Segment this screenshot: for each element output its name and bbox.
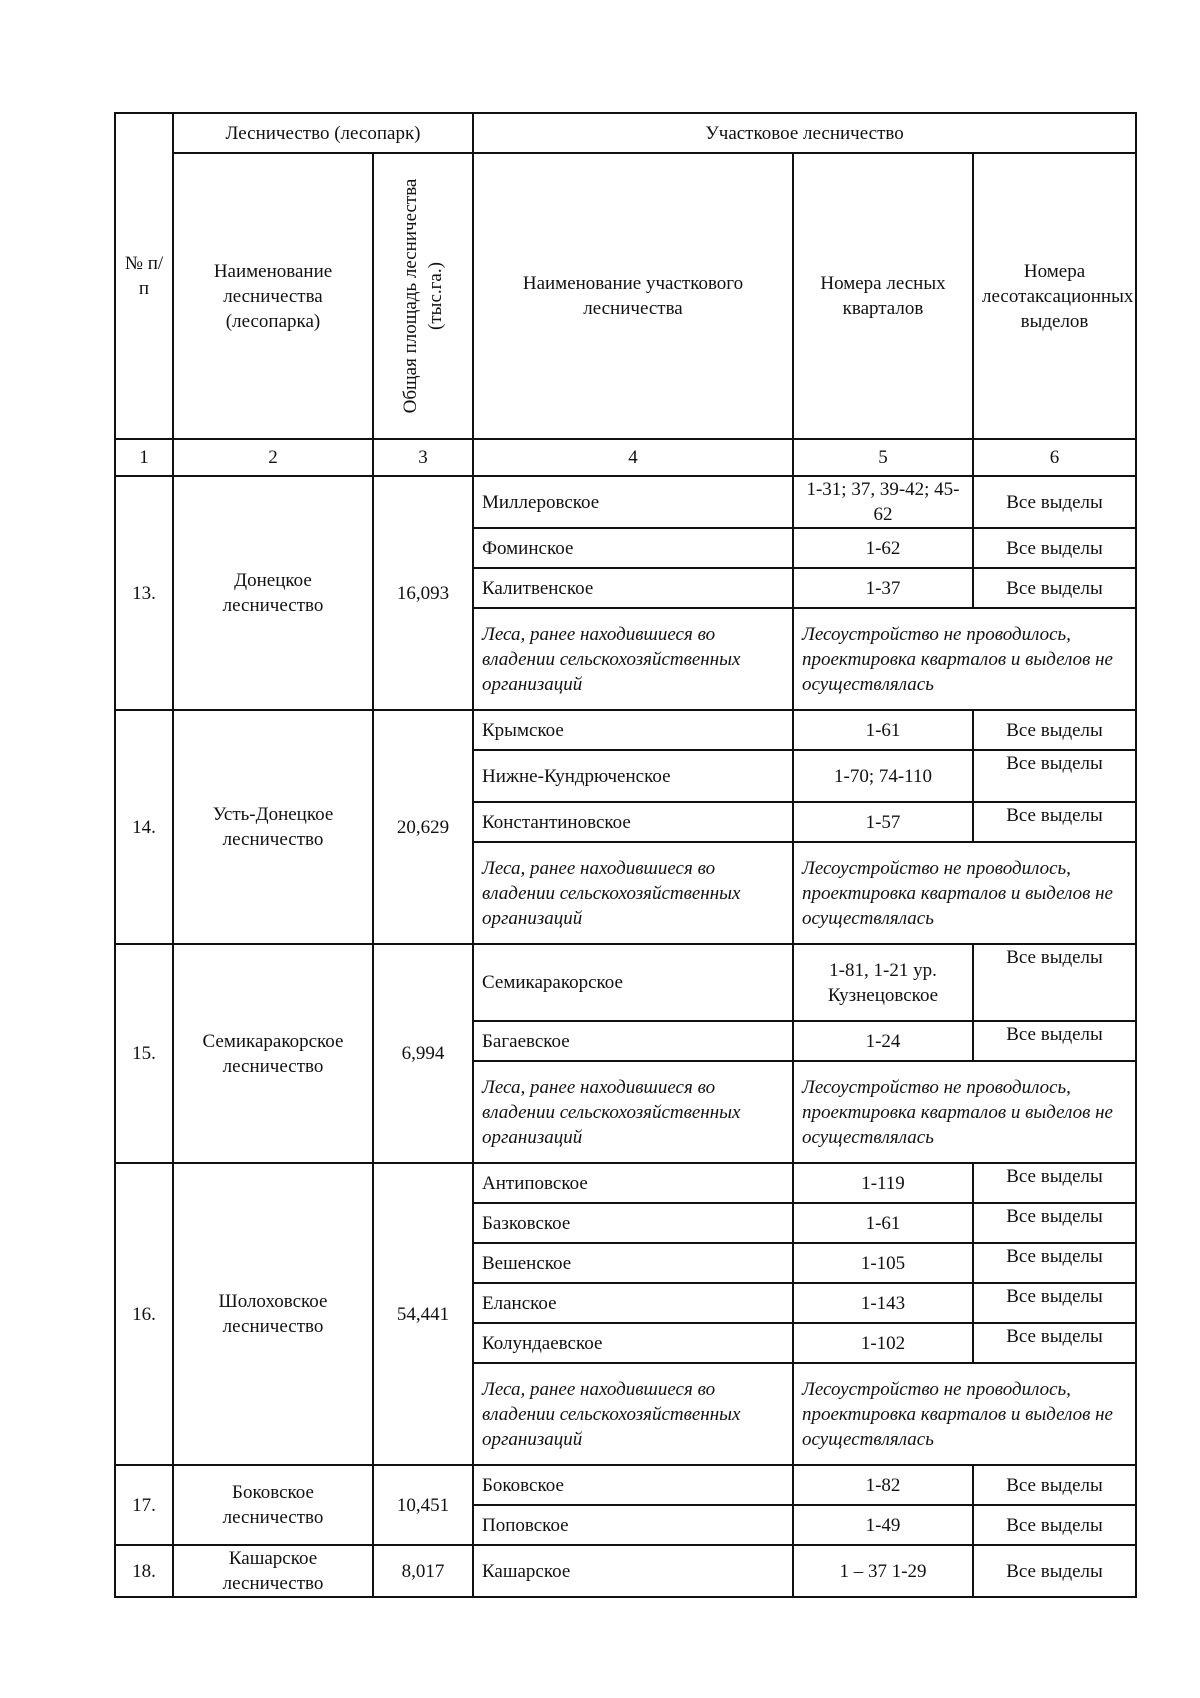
forestry-area: 8,017 [373, 1545, 473, 1597]
header-forestry-name: Наименование лесничества (лесопарка) [173, 153, 373, 439]
plots-cell: Все выделы [973, 1465, 1136, 1505]
forestry-area: 6,994 [373, 944, 473, 1163]
quarters-cell: 1-37 [793, 568, 973, 608]
plots-cell: Все выделы [973, 1545, 1136, 1597]
plots-cell: Все выделы [973, 750, 1136, 802]
district-name: Боковское [473, 1465, 793, 1505]
district-name: Антиповское [473, 1163, 793, 1203]
plots-cell: Все выделы [973, 1323, 1136, 1363]
header-quarters: Номера лесных кварталов [793, 153, 973, 439]
district-name: Константиновское [473, 802, 793, 842]
district-name: Семикаракорское [473, 944, 793, 1021]
district-name: Еланское [473, 1283, 793, 1323]
quarters-cell: 1-105 [793, 1243, 973, 1283]
plots-cell: Все выделы [973, 528, 1136, 568]
quarters-cell: 1-102 [793, 1323, 973, 1363]
forestry-area: 54,441 [373, 1163, 473, 1465]
table-row [115, 1163, 1136, 1203]
former-forests-note: Леса, ранее находившиеся во владении сельскохозяйственных организаций [473, 608, 793, 710]
forestry-name: Семикаракорское лесничество [173, 944, 373, 1163]
quarters-cell: 1-119 [793, 1163, 973, 1203]
quarters-cell: 1-81, 1-21 ур. Кузнецовское [793, 944, 973, 1021]
col-number-4: 4 [473, 439, 793, 476]
col-number-5: 5 [793, 439, 973, 476]
group-number: 15. [115, 944, 173, 1163]
quarters-cell: 1-61 [793, 1203, 973, 1243]
plots-cell: Все выделы [973, 1505, 1136, 1545]
not-surveyed-note: Лесоустройство не проводилось, проектировка кварталов и выделов не осуществлялась [793, 1363, 1136, 1465]
district-name: Миллеровское [473, 476, 793, 528]
quarters-cell: 1-62 [793, 528, 973, 568]
group-number: 16. [115, 1163, 173, 1465]
district-name: Колундаевское [473, 1323, 793, 1363]
plots-cell: Все выделы [973, 944, 1136, 1021]
quarters-cell: 1-70; 74-110 [793, 750, 973, 802]
district-name: Багаевское [473, 1021, 793, 1061]
forestry-name: Кашарское лесничество [173, 1545, 373, 1597]
plots-cell: Все выделы [973, 710, 1136, 750]
forestry-name: Боковское лесничество [173, 1465, 373, 1545]
group-number: 13. [115, 476, 173, 710]
plots-cell: Все выделы [973, 1243, 1136, 1283]
district-name: Кашарское [473, 1545, 793, 1597]
plots-cell: Все выделы [973, 1203, 1136, 1243]
former-forests-note: Леса, ранее находившиеся во владении сельскохозяйственных организаций [473, 1363, 793, 1465]
quarters-cell: 1 – 37 1-29 [793, 1545, 973, 1597]
district-name: Вешенское [473, 1243, 793, 1283]
forestry-area: 16,093 [373, 476, 473, 710]
header-forestry-group: Лесничество (лесопарк) [173, 113, 473, 153]
header-district-name: Наименование участкового лесничества [473, 153, 793, 439]
forestry-name: Донецкое лесничество [173, 476, 373, 710]
col-number-1: 1 [115, 439, 173, 476]
not-surveyed-note: Лесоустройство не проводилось, проектировка кварталов и выделов не осуществлялась [793, 608, 1136, 710]
col-number-3: 3 [373, 439, 473, 476]
col-number-6: 6 [973, 439, 1136, 476]
group-number: 14. [115, 710, 173, 944]
table-row [115, 710, 1136, 750]
district-name: Поповское [473, 1505, 793, 1545]
quarters-cell: 1-49 [793, 1505, 973, 1545]
header-total-area-text: Общая площадь лесничества (тыс.га.) [400, 178, 446, 414]
quarters-cell: 1-24 [793, 1021, 973, 1061]
header-total-area [373, 153, 473, 439]
header-plots: Номера лесотаксационных выделов [973, 153, 1136, 439]
table-row [115, 1465, 1136, 1505]
plots-cell: Все выделы [973, 476, 1136, 528]
district-name: Фоминское [473, 528, 793, 568]
quarters-cell: 1-31; 37, 39-42; 45-62 [793, 476, 973, 528]
former-forests-note: Леса, ранее находившиеся во владении сельскохозяйственных организаций [473, 1061, 793, 1163]
quarters-cell: 1-143 [793, 1283, 973, 1323]
group-number: 17. [115, 1465, 173, 1545]
plots-cell: Все выделы [973, 1283, 1136, 1323]
district-name: Нижне-Кундрюченское [473, 750, 793, 802]
plots-cell: Все выделы [973, 1021, 1136, 1061]
group-number: 18. [115, 1545, 173, 1597]
table-row [115, 1545, 1136, 1597]
col-number-2: 2 [173, 439, 373, 476]
plots-cell: Все выделы [973, 1163, 1136, 1203]
plots-cell: Все выделы [973, 568, 1136, 608]
quarters-cell: 1-61 [793, 710, 973, 750]
quarters-cell: 1-82 [793, 1465, 973, 1505]
header-district-group: Участковое лесничество [473, 113, 1136, 153]
district-name: Крымское [473, 710, 793, 750]
forestry-area: 20,629 [373, 710, 473, 944]
table-row [115, 944, 1136, 1021]
header-number: № п/п [115, 113, 173, 439]
forestry-table [114, 112, 1137, 1598]
forestry-name: Шолоховское лесничество [173, 1163, 373, 1465]
table-row [115, 476, 1136, 528]
forestry-area: 10,451 [373, 1465, 473, 1545]
district-name: Калитвенское [473, 568, 793, 608]
not-surveyed-note: Лесоустройство не проводилось, проектировка кварталов и выделов не осуществлялась [793, 1061, 1136, 1163]
district-name: Базковское [473, 1203, 793, 1243]
forestry-name: Усть-Донецкое лесничество [173, 710, 373, 944]
plots-cell: Все выделы [973, 802, 1136, 842]
not-surveyed-note: Лесоустройство не проводилось, проектировка кварталов и выделов не осуществлялась [793, 842, 1136, 944]
quarters-cell: 1-57 [793, 802, 973, 842]
former-forests-note: Леса, ранее находившиеся во владении сельскохозяйственных организаций [473, 842, 793, 944]
